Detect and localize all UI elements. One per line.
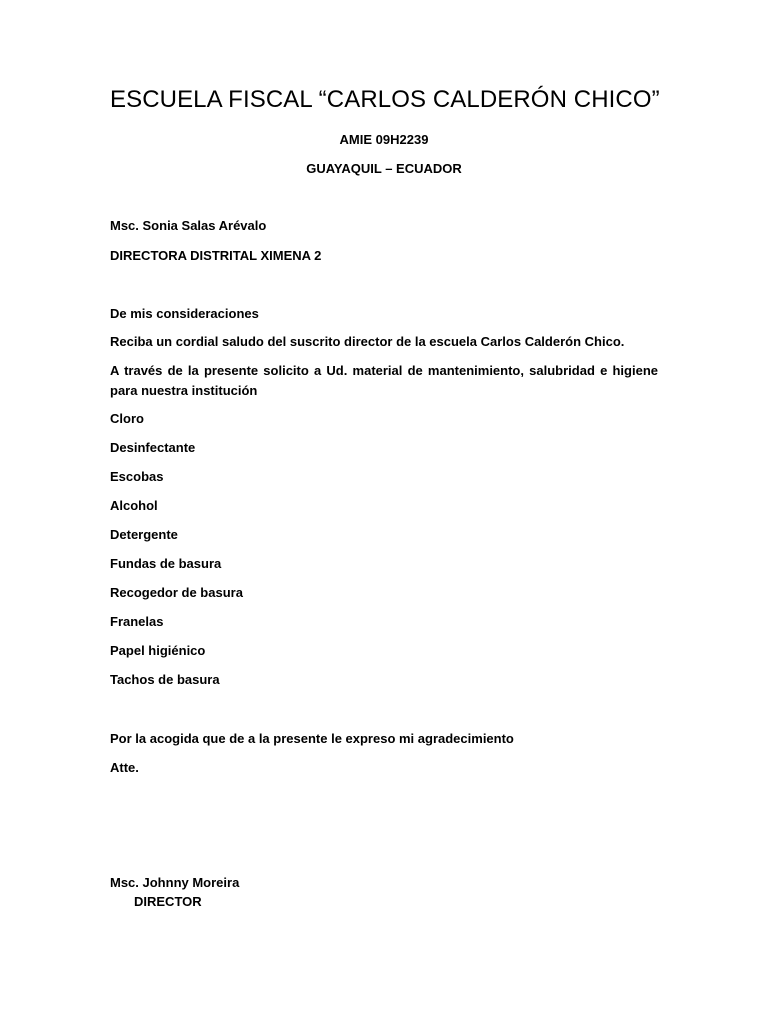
greeting-line: De mis consideraciones <box>110 306 259 321</box>
recipient-name: Msc. Sonia Salas Arévalo <box>110 218 267 233</box>
location-line: GUAYAQUIL – ECUADOR <box>306 161 462 176</box>
request-paragraph: A través de la presente solicito a Ud. material de mantenimiento, salubridad e higiene para nuestra institución <box>110 363 658 398</box>
amie-code: AMIE 09H2239 <box>339 132 429 147</box>
school-name-heading: ESCUELA FISCAL “CARLOS CALDERÓN CHICO” <box>110 86 660 113</box>
list-item: Cloro <box>110 411 144 426</box>
list-item: Escobas <box>110 469 164 484</box>
closing-line: Por la acogida que de a la presente le expreso mi agradecimiento <box>110 731 514 746</box>
list-item: Fundas de basura <box>110 556 222 571</box>
list-item: Detergente <box>110 527 178 542</box>
list-item: Papel higiénico <box>110 643 206 658</box>
signer-title: DIRECTOR <box>134 894 202 909</box>
signer-name: Msc. Johnny Moreira <box>110 875 240 890</box>
list-item: Alcohol <box>110 498 158 513</box>
salutation-line: Reciba un cordial saludo del suscrito director de la escuela Carlos Calderón Chico. <box>110 334 625 349</box>
list-item: Recogedor de basura <box>110 585 243 600</box>
list-item: Tachos de basura <box>110 672 220 687</box>
list-item: Desinfectante <box>110 440 196 455</box>
list-item: Franelas <box>110 614 164 629</box>
sign-off: Atte. <box>110 760 139 775</box>
recipient-title: DIRECTORA DISTRITAL XIMENA 2 <box>110 248 322 263</box>
